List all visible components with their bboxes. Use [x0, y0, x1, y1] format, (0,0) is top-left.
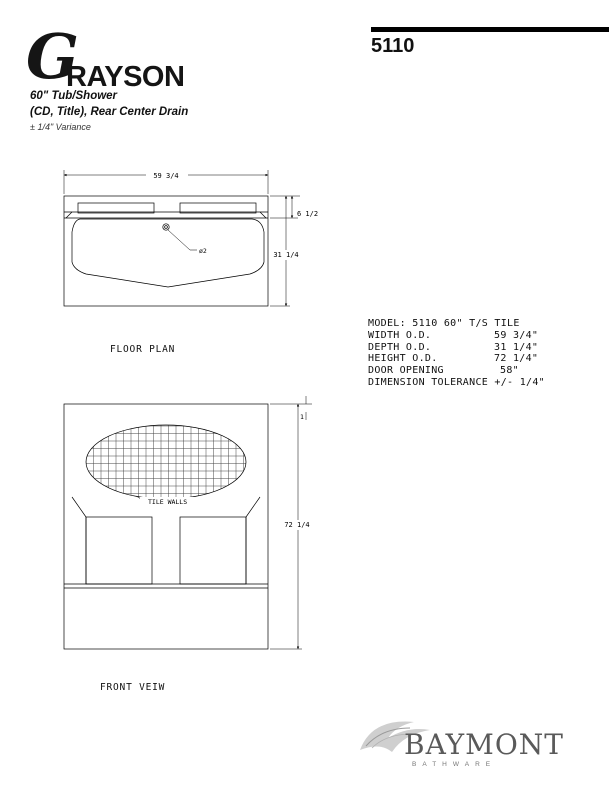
spec-model: MODEL: 5110 60" T/S TILE [368, 318, 520, 329]
spec-width: WIDTH O.D. 59 3/4" [368, 329, 539, 341]
logo-initial: G [26, 20, 79, 93]
baymont-logo [352, 712, 564, 772]
product-subtitle: (CD, Title), Rear Center Drain [30, 106, 189, 118]
variance-note: ± 1/4" Variance [30, 122, 91, 132]
drain-circle [163, 224, 169, 230]
floor-plan-outline [64, 196, 268, 306]
ledge-dimension: 6 1/2 [297, 210, 319, 218]
model-number: 5110 [371, 35, 415, 57]
tile-wall-panel [86, 425, 246, 499]
height-dimension: 72 1/4 [284, 521, 310, 529]
spec-tolerance: DIMENSION TOLERANCE +/- 1/4" [368, 376, 545, 388]
floor-plan-label: FLOOR PLAN [110, 344, 176, 355]
floor-plan-drawing [64, 170, 300, 306]
soap-shelf-right [180, 517, 246, 584]
logo-text: RAYSON [66, 61, 185, 93]
width-dimension: 59 3/4 [153, 172, 179, 180]
ledge-left [78, 203, 154, 213]
spec-door-opening: DOOR OPENING 58" [368, 365, 519, 377]
soap-shelf-left [86, 517, 152, 584]
front-view-label: FRONT VEIW [100, 682, 166, 693]
ledge-right [180, 203, 256, 213]
top-dimension: 1 [300, 413, 304, 421]
tile-walls-callout: TILE WALLS [148, 498, 188, 506]
product-title: 60" Tub/Shower [30, 90, 118, 102]
spec-depth: DEPTH O.D. 31 1/4" [368, 341, 539, 353]
brand-name: BAYMONT [404, 728, 564, 761]
spec-height: HEIGHT O.D. 72 1/4" [368, 353, 539, 365]
spec-list [368, 318, 568, 389]
drain-dimension: ø2 [199, 247, 207, 255]
front-view-drawing [64, 396, 312, 649]
brand-subtitle: BATHWARE [412, 761, 497, 768]
depth-dimension: 31 1/4 [273, 251, 299, 259]
